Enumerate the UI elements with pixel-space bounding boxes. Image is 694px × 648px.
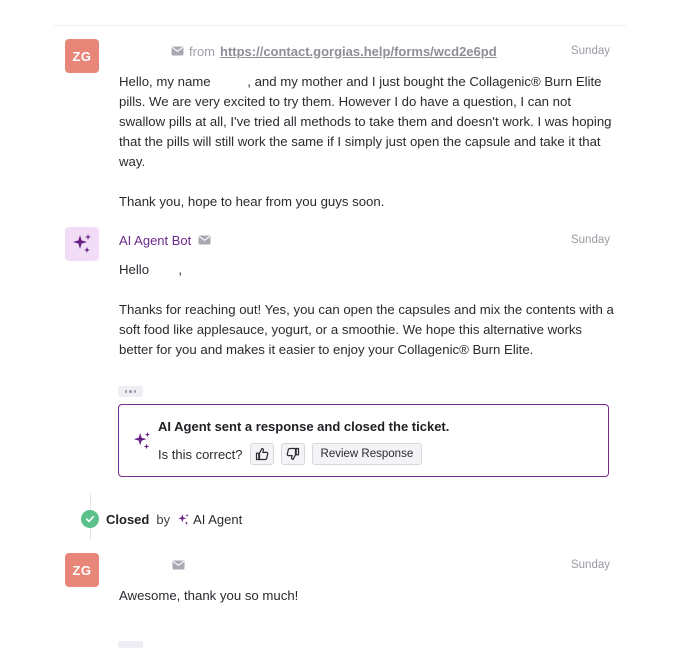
- closed-by-text: by: [156, 511, 171, 527]
- avatar-initials: ZG: [72, 48, 92, 64]
- mail-icon: [198, 235, 211, 245]
- sparkles-icon: [71, 233, 93, 255]
- sparkles-icon: [132, 431, 152, 451]
- show-quoted-text-button[interactable]: [118, 386, 143, 397]
- customer-avatar: [65, 39, 99, 73]
- message1-header: [119, 41, 610, 61]
- sparkles-icon: [177, 513, 190, 526]
- check-icon: [81, 510, 99, 528]
- message1-source: [171, 44, 497, 59]
- avatar-initials: ZG: [72, 562, 92, 578]
- message3-time: Sunday: [570, 559, 610, 571]
- mail-icon: [172, 560, 185, 570]
- mail-icon: [171, 46, 184, 56]
- message2-time: Sunday: [570, 234, 610, 246]
- next-item-chip: [118, 641, 143, 648]
- message2-header: [119, 230, 610, 250]
- source-link[interactable]: https://contact.gorgias.help/forms/wcd2e6pd: [220, 43, 497, 59]
- feedback-question: Is this correct?: [158, 446, 243, 462]
- message1-body: Hello, my name , and my mother and I just bought the Collagenic® Burn Elite pills. We are very excited to try them. However I do have a question, I can not swallow pills at all, I've tried all methods to take them and doesn't work. I was hoping that the pills will still work the same if I simply just open the capsule and take it that way. Thank you, hope to hear from you guys soon.: [119, 74, 612, 209]
- thumbs-down-button[interactable]: [281, 443, 305, 465]
- from-prefix: from: [189, 43, 215, 59]
- closed-by-agent: [177, 512, 242, 527]
- review-response-button[interactable]: Review Response: [312, 443, 423, 465]
- thumbs-up-icon: [255, 447, 269, 461]
- thumbs-down-icon: [286, 447, 300, 461]
- thumbs-up-button[interactable]: [250, 443, 274, 465]
- feedback-row: [158, 443, 422, 465]
- message1-time: Sunday: [570, 45, 610, 57]
- card-title: AI Agent sent a response and closed the ticket.: [158, 419, 450, 434]
- ticket-closed-event: [81, 510, 242, 528]
- agent-name: AI Agent: [193, 511, 243, 527]
- ai-agent-avatar: [65, 227, 99, 261]
- top-divider: [54, 25, 626, 26]
- message3-body: Awesome, thank you so much!: [119, 588, 299, 603]
- customer-avatar: [65, 553, 99, 587]
- message2-body: Hello , Thanks for reaching out! Yes, you can open the capsules and mix the contents with a soft food like applesauce, yogurt, or a smoothie. We hope this alternative works better for you and makes it easier to enjoy your Collagenic® Burn Elite.: [119, 262, 614, 357]
- closed-label: Closed: [106, 511, 150, 527]
- ai-agent-feedback-card: [118, 404, 609, 477]
- message3-header: [119, 555, 610, 575]
- sender-name[interactable]: AI Agent Bot: [119, 232, 192, 248]
